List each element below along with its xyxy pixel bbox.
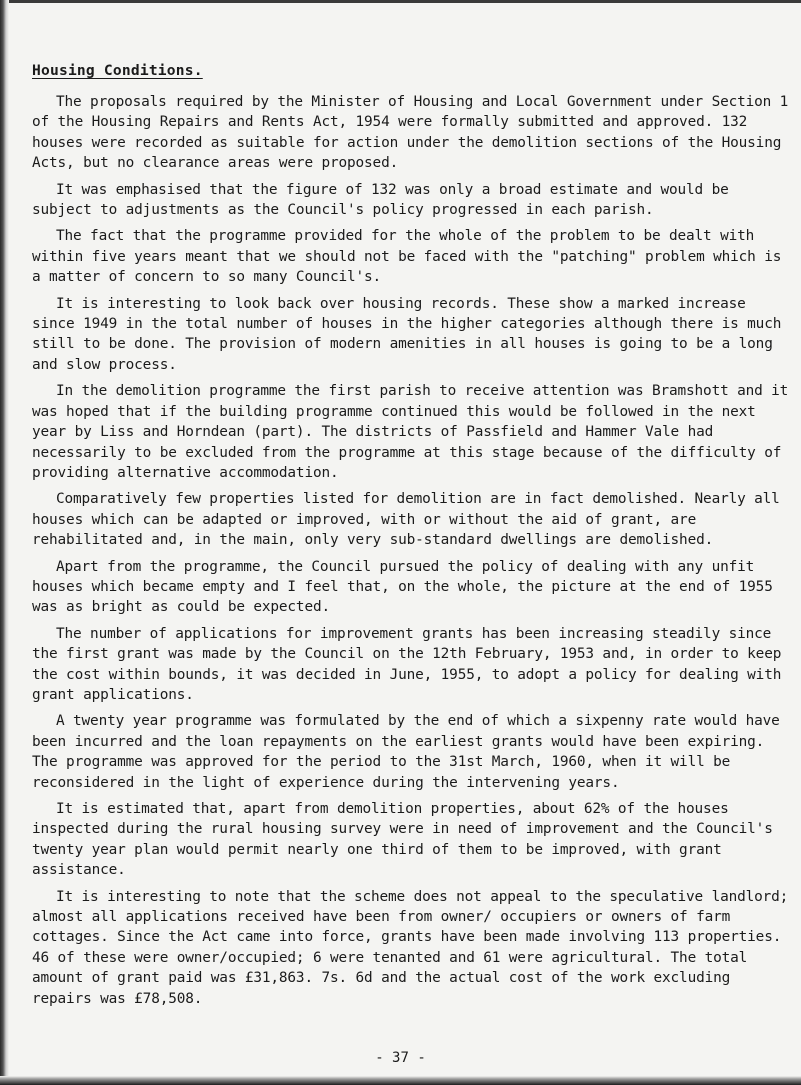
body-text	[32, 92, 792, 1015]
paragraph: It is interesting to look back over housing records. These show a marked increase since 1949 in the total number of houses in the higher categories although there is much still to be done. The provision of modern amenities in all houses is going to be a long and slow process.	[32, 295, 782, 373]
scan-top-edge	[0, 0, 801, 3]
paragraph: Comparatively few properties listed for demolition are in fact demolished. Nearly all houses which can be adapted or improved, with or without the aid of grant, are rehabilitated and, in the main, only very sub-standard dwellings are demolished.	[32, 491, 780, 549]
paragraph: The fact that the programme provided for the whole of the problem to be dealt with within five years meant that we should not be faced with the "patching" problem which is a matter of concern to so many Council's.	[32, 228, 782, 286]
paragraph: It was emphasised that the figure of 132 was only a broad estimate and would be subject to adjustments as the Council's policy progressed in each parish.	[32, 181, 729, 219]
section-heading: Housing Conditions.	[32, 62, 203, 79]
paragraph: Apart from the programme, the Council pursued the policy of dealing with any unfit houses which became empty and I feel that, on the whole, the picture at the end of 1955 was as bright as could be expected.	[32, 558, 773, 616]
paragraph: In the demolition programme the first parish to receive attention was Bramshott and it was hoped that if the building programme continued this would be followed in the next year by Liss and Horndean (part). The districts of Passfield and Hammer Vale had necessarily to be excluded from the programme at this stage because of the difficulty of providing alternative accommodation.	[32, 383, 789, 481]
scan-bottom-edge	[0, 1076, 801, 1085]
paragraph: The proposals required by the Minister of Housing and Local Government under Section 1 of the Housing Repairs and Rents Act, 1954 were formally submitted and approved. 132 houses were recorded as suitable for action under the demolition sections of the Housing Acts, but no clearance areas were proposed.	[32, 94, 789, 172]
paragraph: It is estimated that, apart from demolition properties, about 62% of the houses inspected during the rural housing survey were in need of improvement and the Council's twenty year plan would permit nearly one third of them to be improved, with grant assistance.	[32, 801, 773, 879]
paragraph: It is interesting to note that the scheme does not appeal to the speculative landlord; almost all applications received have been from owner/ occupiers or owners of farm cottages. Since the Act came into force, grants have been made involving 113 properties. 46 of these were owner/occupied; 6 were tenanted and 61 were agricultural. The total amount of grant paid was £31,863. 7s. 6d and the actual cost of the work excluding repairs was £78,508.	[32, 888, 789, 1007]
paragraph: The number of applications for improvement grants has been increasing steadily since the first grant was made by the Council on the 12th February, 1953 and, in order to keep the cost within bounds, it was decided in June, 1955, to adopt a policy for dealing with grant applications.	[32, 625, 782, 703]
paragraph: A twenty year programme was formulated by the end of which a sixpenny rate would have been incurred and the loan repayments on the earliest grants would have been expiring. The programme was approved for the period to the 31st March, 1960, when it will be reconsidered in the light of experience during the intervening years.	[32, 713, 780, 791]
page-number: - 37 -	[375, 1050, 426, 1066]
scan-left-edge	[0, 0, 9, 1085]
